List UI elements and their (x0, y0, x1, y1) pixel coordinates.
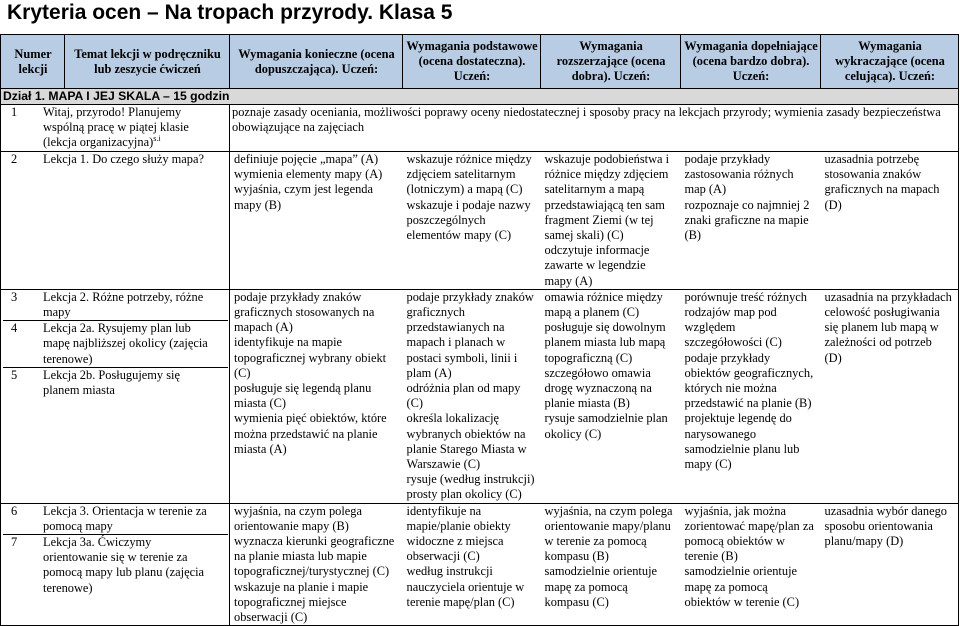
lesson-topic-sup: s.i (153, 134, 161, 144)
header-row (1, 35, 959, 89)
requirements-beyond: uzasadnia na przykładach celowość posługiwania się planem lub mapą w zależności od potrzeb (D) (821, 289, 959, 503)
lesson-topic: Lekcja 1. Do czego służy mapa? (43, 152, 205, 166)
section-row (1, 89, 959, 105)
section-title: Dział 1. MAPA I JEJ SKALA – 15 godzin (1, 89, 959, 105)
lesson-topic: Lekcja 3. Orientacja w terenie za pomocą mapy (43, 503, 207, 533)
requirements-complementary: podaje przykłady zastosowania różnych map (A) rozpoznaje co najmniej 2 znaki graficzne na mapie (B) (681, 152, 821, 290)
requirements-basic: identyfikuje na mapie/planie obiekty widoczne z miejsca obserwacji (C) według instrukcji nauczyciela orientuje w terenie mapę/plan (C) (403, 503, 541, 626)
lesson-item (3, 290, 228, 320)
requirements-beyond: uzasadnia wybór danego sposobu orientowania planu/mapy (D) (821, 503, 959, 626)
header-beyond: Wymagania wykraczające (ocena celująca). Uczeń: (821, 35, 959, 89)
lessons-cell (1, 152, 230, 290)
lesson-item (3, 105, 228, 151)
lesson-number: 3 (11, 289, 18, 304)
header-extended: Wymagania rozszerzające (ocena dobra). Uczeń: (541, 35, 681, 89)
requirements-necessary: podaje przykłady znaków graficznych stosowanych na mapach (A) identyfikuje na mapie topograficznej wybrany obiekt (C) posługuje się legendą planu miasta (C) wymienia pięć obiektów, które można przedstawić na planie miasta (A) (230, 289, 403, 503)
header-number: Numer lekcji (1, 35, 65, 89)
lesson-topic (43, 105, 228, 151)
page-title: Kryteria ocen – Na tropach przyrody. Klasa 5 (7, 1, 453, 24)
lesson-item (3, 320, 228, 367)
lesson-number: 6 (11, 503, 18, 518)
intro-requirements: poznaje zasady oceniania, możliwości poprawy oceny niedostatecznej i sposoby pracy na lekcjach przyrody; wymienia zasady bezpieczeństwa obowiązujące na zajęciach (230, 105, 959, 152)
requirements-complementary: porównuje treść różnych rodzajów map pod względem szczegółowości (C) podaje przykłady obiektów geograficznych, których nie można przedstawić na planie (B) projektuje legendę do narysowanego samodzielnie planu lub mapy (C) (681, 289, 821, 503)
header-topic: Temat lekcji w podręczniku lub zeszycie ćwiczeń (65, 35, 230, 89)
lesson-topic: Lekcja 2b. Posługujemy się planem miasta (43, 367, 180, 398)
lesson-number: 5 (11, 367, 18, 382)
requirements-beyond: uzasadnia potrzebę stosowania znaków graficznych na mapach (D) (821, 152, 959, 290)
lesson-topic: Lekcja 2a. Rysujemy plan lub mapę najbliższej okolicy (zajęcia terenowe) (43, 321, 208, 366)
lesson-topic: Lekcja 2. Różne potrzeby, różne mapy (43, 289, 204, 320)
lesson-topic: Lekcja 3a. Ćwiczymy orientowanie się w terenie za pomocą mapy lub planu (zajęcia terenowe) (43, 535, 205, 595)
lesson-number: 2 (11, 152, 18, 166)
lesson-number: 7 (11, 535, 18, 550)
lesson-item (3, 367, 228, 398)
intro-row (1, 105, 959, 152)
requirements-basic: wskazuje różnice między zdjęciem satelitarnym (lotniczym) a mapą (C) wskazuje i podaje nazwy poszczególnych elementów mapy (C) (403, 152, 541, 290)
lesson-number: 4 (11, 321, 18, 336)
requirements-basic: podaje przykłady znaków graficznych przedstawianych na mapach i planach w postaci symboli, linii i plam (A) odróżnia plan od mapy (C) określa lokalizację wybranych obiektów na planie Starego Miasta w Warszawie (C) rysuje (według instrukcji) prosty plan okolicy (C) (403, 289, 541, 503)
header-complementary: Wymagania dopełniające (ocena bardzo dobra). Uczeń: (681, 35, 821, 89)
lesson-item (3, 152, 228, 167)
lesson-topic-text: Witaj, przyrodo! Planujemy wspólną pracę w piątej klasie (lekcja organizacyjna) (43, 105, 189, 150)
requirements-extended: wyjaśnia, na czym polega orientowanie mapy/planu w terenie za pomocą kompasu (B) samodzielnie orientuje mapę za pomocą kompasu (C) (541, 503, 681, 626)
criteria-table (0, 34, 959, 626)
lesson-item (3, 504, 228, 534)
lesson-group-row (1, 289, 959, 503)
header-necessary: Wymagania konieczne (ocena dopuszczająca). Uczeń: (230, 35, 403, 89)
header-basic: Wymagania podstawowe (ocena dostateczna). Uczeń: (403, 35, 541, 89)
requirements-complementary: wyjaśnia, jak można zorientować mapę/plan za pomocą obiektów w terenie (B) samodzielnie orientuje mapę za pomocą obiektów w terenie (C) (681, 503, 821, 626)
lessons-cell (1, 289, 230, 503)
requirements-extended: omawia różnice między mapą a planem (C) posługuje się dowolnym planem miasta lub mapą topograficzną (C) szczegółowo omawia drogę wyznaczoną na planie miasta (B) rysuje samodzielnie plan okolicy (C) (541, 289, 681, 503)
requirements-extended: wskazuje podobieństwa i różnice między zdjęciem satelitarnym a mapą przedstawiającą ten sam fragment Ziemi (w tej samej skali) (C) odczytuje informacje zawarte w legendzie mapy (A) (541, 152, 681, 290)
intro-lesson-cell (1, 105, 230, 152)
lesson-group-row (1, 152, 959, 290)
lesson-number: 1 (11, 105, 18, 119)
requirements-necessary: wyjaśnia, na czym polega orientowanie mapy (B) wyznacza kierunki geograficzne na planie miasta lub mapie topograficznej/turystycznej (C) wskazuje na planie i mapie topograficznej miejsce obserwacji (C) (230, 503, 403, 626)
lesson-group-row (1, 503, 959, 626)
requirements-necessary: definiuje pojęcie „mapa” (A) wymienia elementy mapy (A) wyjaśnia, czym jest legenda mapy (B) (230, 152, 403, 290)
lessons-cell (1, 503, 230, 626)
